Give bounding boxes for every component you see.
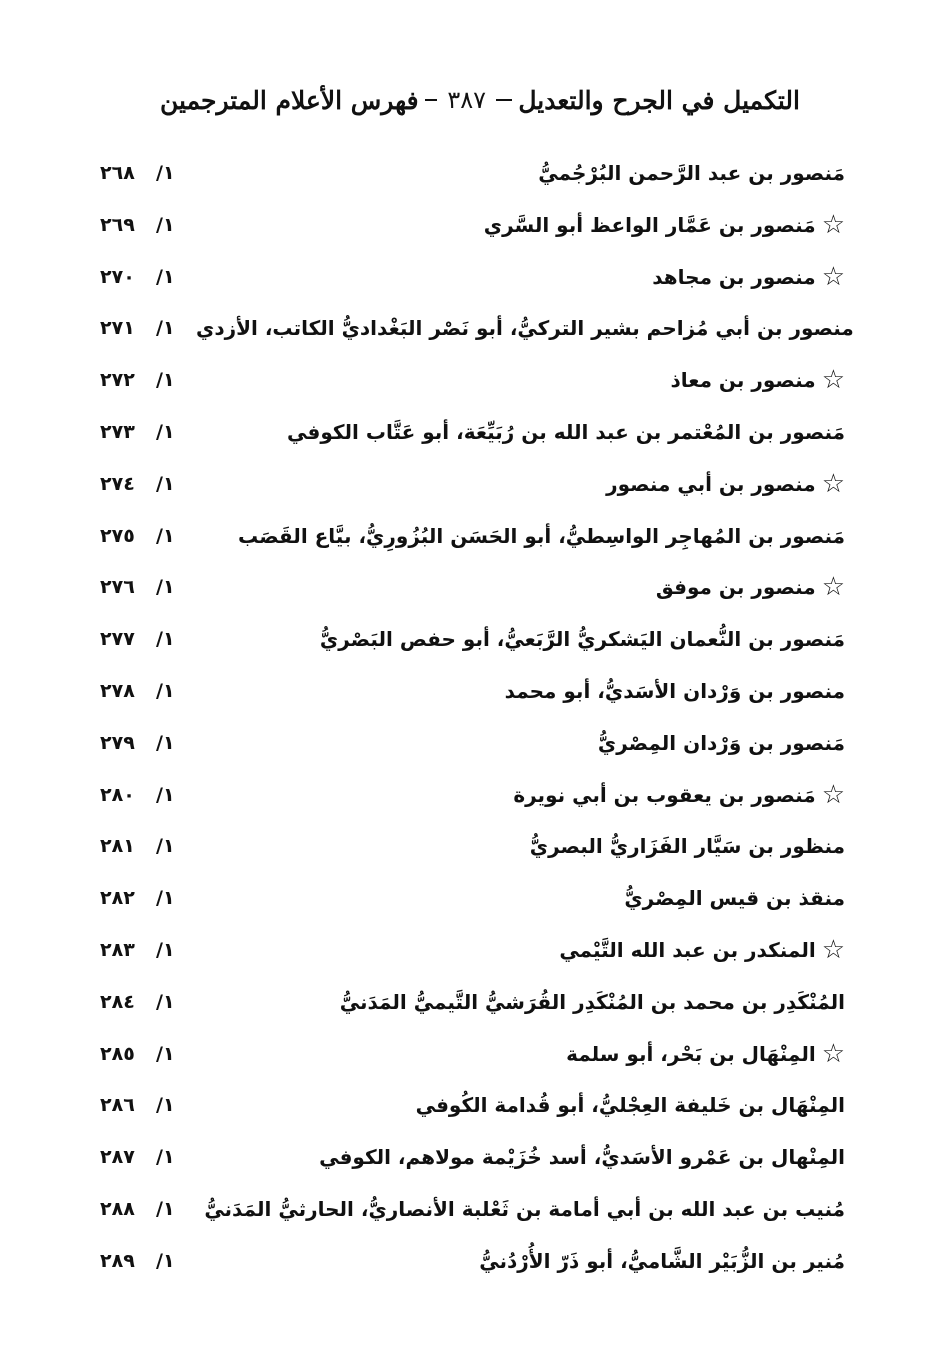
entry-reference [100,1094,220,1116]
index-entry [100,308,854,348]
entry-reference [100,576,220,598]
page-number: ٣٨٧ [447,86,487,114]
book-title: التكميل في الجرح والتعديل [518,85,800,115]
entry-page-number: ٢٨٢ [100,887,135,910]
entry-name-cell [220,937,845,963]
entry-name: مُنير بن الزُّبَيْر الشَّاميُّ، أبو ذَرّ الأُرْدُنيُّ [479,1248,845,1273]
entry-name: المِنْهال بن عَمْرو الأسَديُّ، أسد خُزَيْمة مولاهم، الكوفي [319,1145,845,1170]
entry-volume: /١ [156,369,175,392]
index-entry [100,1034,845,1074]
entry-name-cell [220,420,845,444]
entry-page-number: ٢٧٣ [100,421,135,443]
entry-reference [100,680,220,702]
entry-name: المنكدر بن عبد الله التَّيْمي [559,938,816,962]
entry-volume: /١ [156,162,175,184]
star-icon: ☆ [821,261,845,292]
entry-reference [100,473,220,495]
entry-name-cell [220,572,845,603]
entry-volume: /١ [156,213,175,236]
entry-reference [100,1198,204,1220]
entry-page-number: ٢٨٦ [100,1094,135,1117]
index-entry [100,619,845,659]
entry-volume: /١ [156,1146,175,1169]
entry-name: منصور بن أبي مُزاحم بشير التركيُّ، أبو نَصْر البَغْداديُّ الكاتب، الأزدي [196,316,854,341]
entry-reference [100,939,220,961]
entry-reference [100,525,220,547]
entry-page-number: ٢٨٣ [100,939,135,961]
entry-volume: /١ [156,1094,175,1117]
entry-reference [100,317,196,339]
entry-name-cell [220,524,845,548]
entry-page-number: ٢٨٨ [100,1198,135,1220]
entry-reference [100,784,220,806]
entry-name: مَنصور بن المُعْتمر بن عبد الله بن رُبَيِّعَة، أبو عَتَّاب الكوفي [287,420,845,444]
entry-page-number: ٢٧٧ [100,628,135,651]
index-entry [100,930,845,970]
entry-volume: /١ [156,421,175,443]
entry-volume: /١ [156,1042,175,1065]
entry-volume: /١ [156,317,175,340]
entry-page-number: ٢٨٩ [100,1249,135,1272]
index-title: فهرس الأعلام المترجمين [160,85,419,115]
entry-page-number: ٢٧٥ [100,524,135,547]
entry-reference [100,1043,220,1065]
entry-volume: /١ [156,576,175,599]
index-entry [100,464,845,504]
index-entry [100,775,845,815]
entry-name: مَنصور بن النُّعمان اليَشكريُّ الرَّبَعيُّ، أبو حفص البَصْريُّ [319,627,845,652]
entry-page-number: ٢٨٧ [100,1146,135,1169]
index-entry [100,153,845,193]
entry-name-cell [220,365,845,396]
entry-page-number: ٢٨١ [100,835,135,858]
entry-volume: /١ [156,680,175,702]
entry-name: منصور بن وَرْدان الأسَديُّ، أبو محمد [504,679,845,703]
entry-page-number: ٢٦٨ [100,162,135,184]
entry-page-number: ٢٧٩ [100,731,135,754]
star-icon: ☆ [821,779,845,810]
entry-name-cell [220,161,845,185]
entry-name: منظور بن سَيَّار الفَزَاريُّ البصريُّ [529,834,845,859]
entry-name-cell [220,834,845,858]
entry-reference [100,266,220,288]
entry-name-cell [196,316,854,340]
index-entry [100,671,845,711]
index-entry [100,412,845,452]
index-entry [100,1137,845,1177]
entry-name: منصور بن موفق [655,575,816,600]
entry-name-cell [220,261,845,292]
entry-page-number: ٢٧١ [100,317,135,340]
entry-reference [100,1250,220,1272]
star-icon: ☆ [821,365,845,396]
entry-volume: /١ [156,1198,175,1220]
index-entry [100,516,845,556]
entry-reference [100,628,220,650]
index-entry [100,878,845,918]
star-icon: ☆ [821,935,845,965]
star-icon: ☆ [821,209,845,240]
entry-volume: /١ [156,524,175,547]
entry-volume: /١ [156,939,175,961]
index-entry [100,982,845,1022]
entry-reference [100,887,220,909]
entry-name: منقذ بن قيس المِصْريُّ [624,886,845,911]
entry-page-number: ٢٧٠ [100,265,135,288]
entry-name: مُنيب بن عبد الله بن أبي أمامة بن ثَعْلبة الأنصاريُّ، الحارثيُّ المَدَنيُّ [204,1197,845,1221]
entry-reference [100,162,220,184]
entry-reference [100,421,220,443]
entry-page-number: ٢٨٠ [100,783,135,806]
entry-reference [100,835,220,857]
entry-name-cell [204,1197,845,1221]
entry-name: مَنصور بن وَرْدان المِصْريُّ [597,730,845,755]
entry-name-cell [220,1093,845,1117]
entry-reference [100,991,220,1013]
index-entry [100,205,845,245]
entry-reference [100,369,220,391]
index-entry [100,723,845,763]
entry-name-cell [220,1038,845,1069]
star-icon: ☆ [821,1038,845,1069]
entry-page-number: ٢٨٤ [100,990,135,1013]
entry-name-cell [220,990,845,1014]
entry-name: منصور بن أبي منصور [606,471,816,496]
entry-volume: /١ [156,628,175,651]
entry-name-cell [220,468,845,499]
index-entry [100,826,845,866]
entry-volume: /١ [156,1249,175,1272]
entry-volume: /١ [156,783,175,806]
entry-reference [100,1146,220,1168]
entry-name: مَنصور بن عَمَّار الواعظ أبو السَّري [483,212,816,237]
index-entry [100,360,845,400]
entry-page-number: ٢٧٤ [100,472,135,495]
entry-volume: /١ [156,990,175,1013]
entry-name: منصور بن مجاهد [652,264,816,289]
entry-name: مَنصور بن يعقوب بن أبي نويرة [513,782,816,807]
index-entry [100,567,845,607]
entry-name-cell [220,1145,845,1169]
entry-page-number: ٢٧٢ [100,369,135,392]
entry-volume: /١ [156,472,175,495]
entry-name: المِنْهَال بن خَليفة العِجْليُّ، أبو قُدامة الكُوفي [415,1093,845,1118]
entry-page-number: ٢٦٩ [100,213,135,236]
entry-name-cell [220,886,845,910]
entry-name-cell [220,779,845,810]
entry-name-cell [220,209,845,240]
entry-name: مَنصور بن المُهاجِر الواسِطيُّ، أبو الحَسَن البُزُورِيُّ، بيَّاع القَصَب [238,523,845,548]
index-entry [100,1189,845,1229]
entry-name-cell [220,679,845,703]
star-icon: ☆ [821,468,845,499]
entry-page-number: ٢٨٥ [100,1042,135,1065]
entry-volume: /١ [156,731,175,754]
entry-name: المُنْكَدِر بن محمد بن المُنْكَدِر القُرَشيُّ التَّيميُّ المَدَنيُّ [339,989,845,1014]
entry-volume: /١ [156,265,175,288]
entry-volume: /١ [156,835,175,858]
entry-name-cell [220,1249,845,1273]
index-entry [100,1085,845,1125]
entry-volume: /١ [156,887,175,910]
entry-name: منصور بن معاذ [670,368,816,393]
entry-name-cell [220,731,845,755]
entry-page-number: ٢٧٨ [100,680,135,702]
entry-name: مَنصور بن عبد الرَّحمن البُرْجُميُّ [538,161,845,185]
index-entry [100,257,845,297]
entry-name: المِنْهَال بن بَحْر، أبو سلمة [566,1041,816,1066]
entry-reference [100,214,220,236]
entry-reference [100,732,220,754]
entry-page-number: ٢٧٦ [100,576,135,599]
star-icon: ☆ [821,572,845,603]
entry-name-cell [220,627,845,651]
index-entry [100,1241,845,1281]
